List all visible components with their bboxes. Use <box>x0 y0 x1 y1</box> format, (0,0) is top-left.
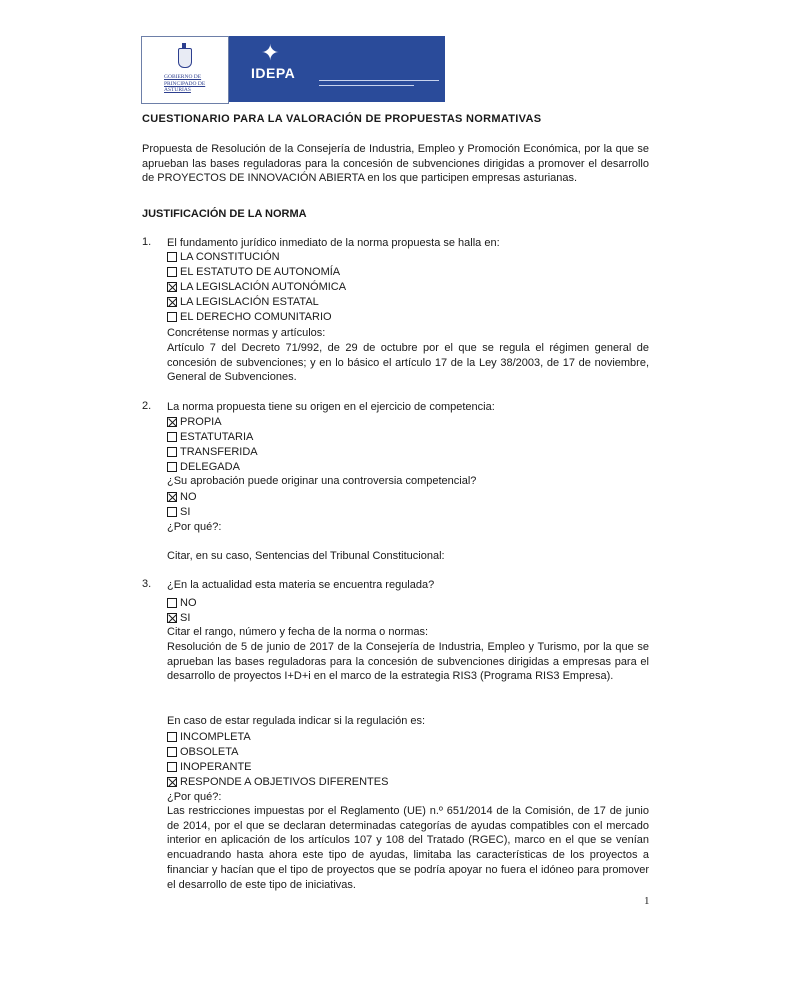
idepa-logo <box>229 36 445 102</box>
checkbox[interactable] <box>167 252 177 262</box>
option-label: SI <box>180 506 191 518</box>
option-label: INCOMPLETA <box>180 731 251 743</box>
option-obsoleta[interactable] <box>167 745 238 759</box>
checkbox[interactable] <box>167 613 177 623</box>
cite-label: Citar el rango, número y fecha de la norma o normas: <box>167 626 429 638</box>
question-number: 2. <box>142 400 152 412</box>
crest-icon <box>178 48 192 68</box>
question-text: ¿En la actualidad esta materia se encuentra regulada? <box>167 579 435 591</box>
option-si[interactable] <box>167 505 190 519</box>
sub-question-text: ¿Su aprobación puede originar una controversia competencial? <box>167 475 477 487</box>
option-label: LA CONSTITUCIÓN <box>180 251 280 263</box>
option-label: INOPERANTE <box>180 761 252 773</box>
idepa-brand: IDEPA <box>251 65 296 81</box>
question-number: 1. <box>142 236 152 248</box>
option-label: NO <box>180 491 197 503</box>
checkbox[interactable] <box>167 732 177 742</box>
option-inoperante[interactable] <box>167 760 252 774</box>
option-transferida[interactable] <box>167 445 258 459</box>
checkbox[interactable] <box>167 447 177 457</box>
option-no[interactable] <box>167 596 197 610</box>
intro-paragraph: Propuesta de Resolución de la Consejería de Industria, Empleo y Promoción Económica, por la que se aprueban las bases reguladoras para la concesión de subvenciones dirigidas a promover el desarrollo de PROYECTOS DE INNOVACIÓN ABIERTA en los que participen empresas asturianas. <box>142 143 649 184</box>
checkbox[interactable] <box>167 297 177 307</box>
option-legislacion-autonomica[interactable] <box>167 280 346 294</box>
detail-label: Concrétense normas y artículos: <box>167 327 326 339</box>
option-derecho-comunitario[interactable] <box>167 310 332 324</box>
option-legislacion-estatal[interactable] <box>167 295 319 309</box>
option-estatutaria[interactable] <box>167 430 253 444</box>
letterhead <box>141 36 506 104</box>
section-title: JUSTIFICACIÓN DE LA NORMA <box>142 208 307 220</box>
option-label: DELEGADA <box>180 461 240 473</box>
question-text: El fundamento jurídico inmediato de la norma propuesta se halla en: <box>167 237 500 249</box>
checkbox[interactable] <box>167 777 177 787</box>
option-label: LA LEGISLACIÓN ESTATAL <box>180 296 319 308</box>
checkbox[interactable] <box>167 417 177 427</box>
option-estatuto[interactable] <box>167 265 340 279</box>
option-label: PROPIA <box>180 416 222 428</box>
option-label: TRANSFERIDA <box>180 446 258 458</box>
cite-text: Resolución de 5 de junio de 2017 de la Consejería de Industria, Empleo y Turismo, por la que se aprueban las bases reguladoras para la concesión de subvenciones dirigidas a empresas para el desarrollo de proyectos I+D+i en el marco de la estrategia RIS3 (Programa RIS3 Empresa). <box>167 641 649 683</box>
option-label: ESTATUTARIA <box>180 431 254 443</box>
checkbox[interactable] <box>167 598 177 608</box>
option-incompleta[interactable] <box>167 730 251 744</box>
option-label: OBSOLETA <box>180 746 239 758</box>
option-label: LA LEGISLACIÓN AUTONÓMICA <box>180 281 347 293</box>
option-si[interactable] <box>167 611 190 625</box>
checkbox[interactable] <box>167 312 177 322</box>
checkbox[interactable] <box>167 492 177 502</box>
why-label: ¿Por qué?: <box>167 521 222 533</box>
option-constitucion[interactable] <box>167 250 280 264</box>
checkbox[interactable] <box>167 432 177 442</box>
detail-text: Artículo 7 del Decreto 71/992, de 29 de octubre por el que se regula el régimen general de concesión de subvenciones; y en lo básico el artículo 17 de la Ley 38/2003, de 17 de noviembre, General de Subvenciones. <box>167 342 649 384</box>
checkbox[interactable] <box>167 267 177 277</box>
regulation-label: En caso de estar regulada indicar si la regulación es: <box>167 715 426 727</box>
checkbox[interactable] <box>167 462 177 472</box>
idepa-mark-icon: ✦ <box>261 40 280 65</box>
option-label: EL ESTATUTO DE AUTONOMÍA <box>180 266 341 278</box>
option-no[interactable] <box>167 490 197 504</box>
option-label: RESPONDE A OBJETIVOS DIFERENTES <box>180 776 389 788</box>
why-label: ¿Por qué?: <box>167 791 222 803</box>
option-delegada[interactable] <box>167 460 240 474</box>
option-label: SI <box>180 612 191 624</box>
checkbox[interactable] <box>167 762 177 772</box>
cite-label: Citar, en su caso, Sentencias del Tribunal Constitucional: <box>167 550 445 562</box>
checkbox[interactable] <box>167 747 177 757</box>
government-logo <box>141 36 229 104</box>
option-responde-objetivos[interactable] <box>167 775 388 789</box>
idepa-subtitle-line <box>319 85 414 90</box>
checkbox[interactable] <box>167 507 177 517</box>
government-logo-text: GOBIERNO DE PRINCIPADO DE ASTURIAS <box>164 74 206 93</box>
option-propia[interactable] <box>167 415 222 429</box>
question-text: La norma propuesta tiene su origen en el ejercicio de competencia: <box>167 401 495 413</box>
why-text: Las restricciones impuestas por el Reglamento (UE) n.º 651/2014 de la Comisión, de 17 de junio de 2014, por el que se declaran determinadas categorías de ayudas compatibles con el mercado interior en aplicación de los artículos 107 y 108 del Tratado (RGEC), marco en el que se venían encuadrando hasta ahora este tipo de ayudas, limitaba las características de los proyectos a financiar y hacían que el tipo de proyectos que se podría apoyar no fuera el idóneo para promover el desarrollo de este tipo de iniciativas. <box>167 805 649 891</box>
page-number: 1 <box>644 895 650 907</box>
option-label: NO <box>180 597 197 609</box>
question-number: 3. <box>142 578 152 590</box>
option-label: EL DERECHO COMUNITARIO <box>180 311 332 323</box>
checkbox[interactable] <box>167 282 177 292</box>
document-title: CUESTIONARIO PARA LA VALORACIÓN DE PROPUESTAS NORMATIVAS <box>142 113 542 125</box>
